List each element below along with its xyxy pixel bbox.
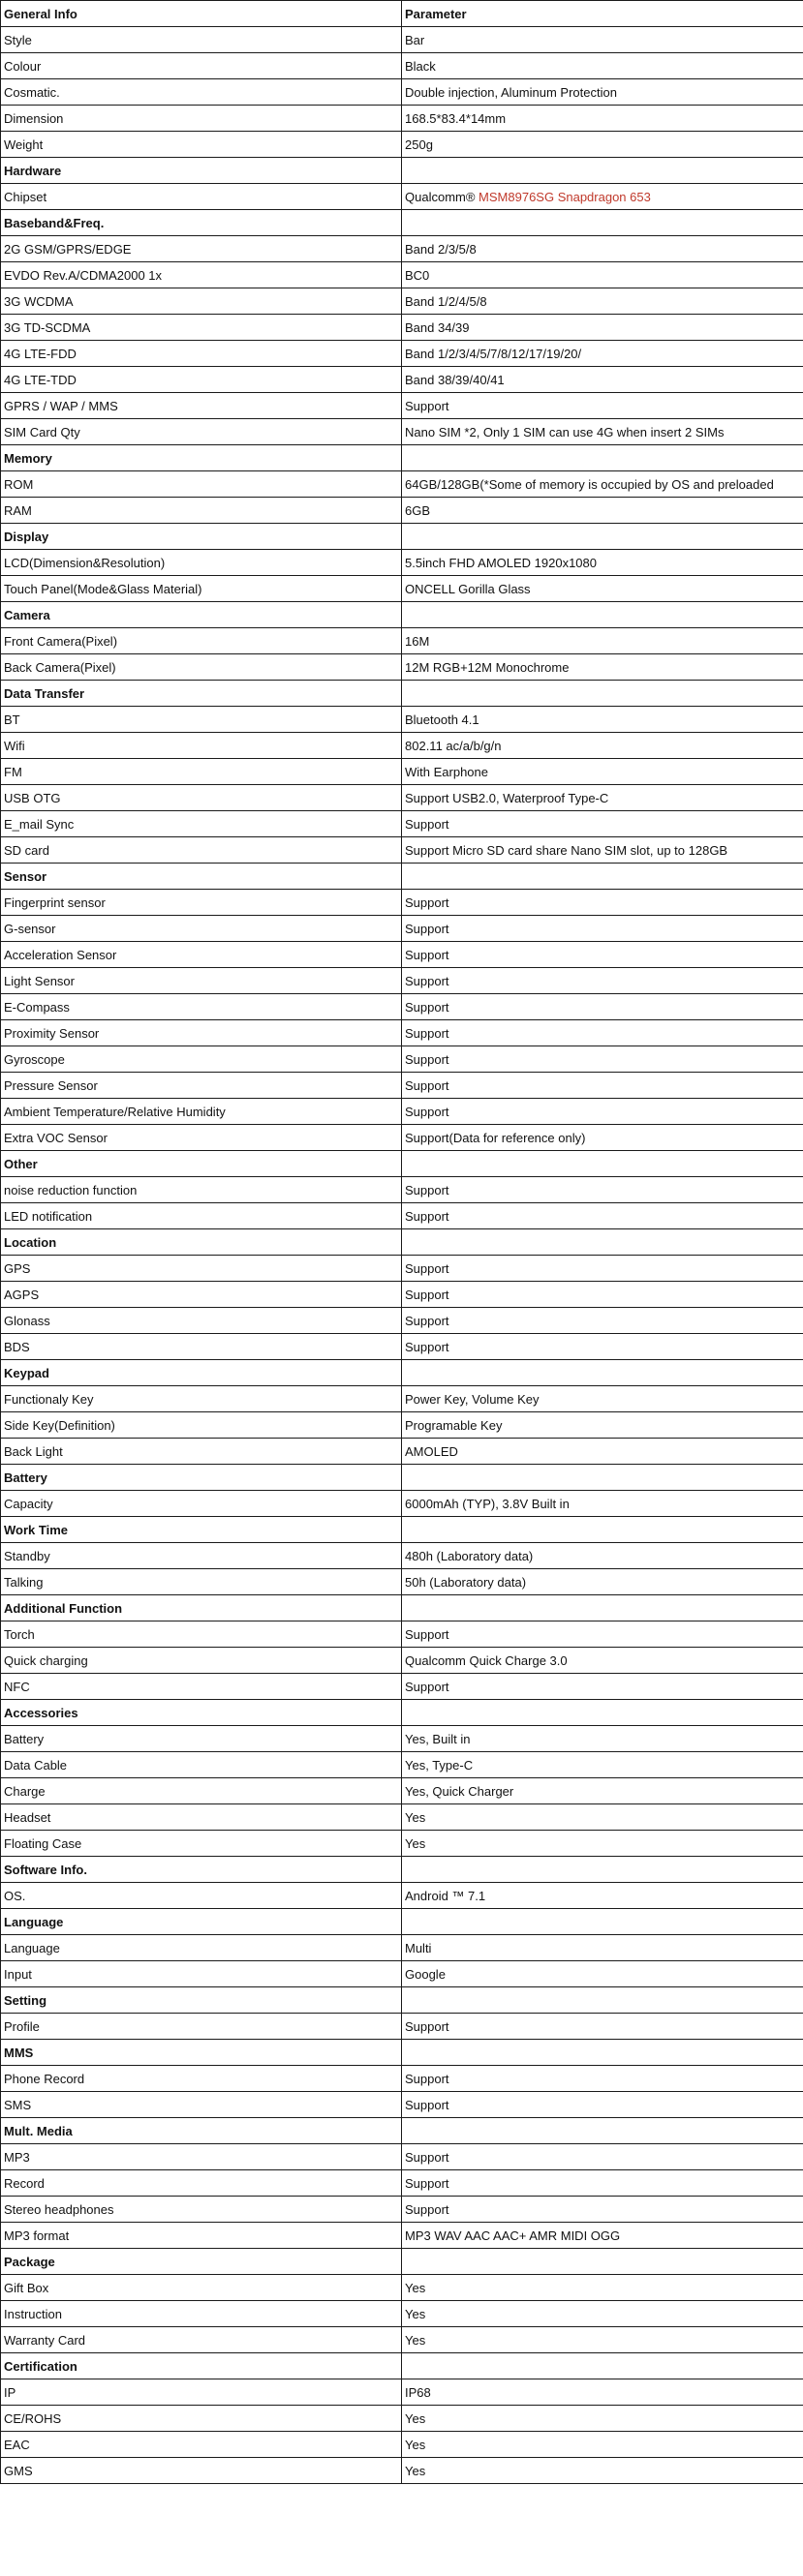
table-row bbox=[1, 1778, 803, 1804]
spec-value: Yes bbox=[402, 1804, 803, 1831]
spec-value: 6000mAh (TYP), 3.8V Built in bbox=[402, 1491, 803, 1517]
table-row bbox=[1, 890, 803, 916]
spec-label: Cosmatic. bbox=[1, 79, 402, 106]
table-row bbox=[1, 236, 803, 262]
spec-label: Weight bbox=[1, 132, 402, 158]
spec-value: Support USB2.0, Waterproof Type-C bbox=[402, 785, 803, 811]
spec-value: Bar bbox=[402, 27, 803, 53]
spec-value: Support bbox=[402, 942, 803, 968]
spec-label: RAM bbox=[1, 498, 402, 524]
spec-value: ONCELL Gorilla Glass bbox=[402, 576, 803, 602]
spec-value: Band 38/39/40/41 bbox=[402, 367, 803, 393]
spec-label: Floating Case bbox=[1, 1831, 402, 1857]
spec-label: Standby bbox=[1, 1543, 402, 1569]
section-empty-cell bbox=[402, 2249, 803, 2275]
spec-label: Capacity bbox=[1, 1491, 402, 1517]
section-row bbox=[1, 1909, 803, 1935]
section-label: Sensor bbox=[1, 864, 402, 890]
spec-value: 16M bbox=[402, 628, 803, 654]
section-empty-cell bbox=[402, 445, 803, 471]
table-row bbox=[1, 1961, 803, 1987]
spec-value: 6GB bbox=[402, 498, 803, 524]
spec-label: EAC bbox=[1, 2432, 402, 2458]
spec-value: Support bbox=[402, 393, 803, 419]
table-row bbox=[1, 1804, 803, 1831]
section-label: Software Info. bbox=[1, 1857, 402, 1883]
table-row bbox=[1, 2275, 803, 2301]
spec-label: Stereo headphones bbox=[1, 2197, 402, 2223]
spec-label: Extra VOC Sensor bbox=[1, 1125, 402, 1151]
section-row bbox=[1, 1151, 803, 1177]
spec-label: Input bbox=[1, 1961, 402, 1987]
table-row bbox=[1, 341, 803, 367]
spec-label: Pressure Sensor bbox=[1, 1073, 402, 1099]
spec-label: Front Camera(Pixel) bbox=[1, 628, 402, 654]
spec-label: SIM Card Qty bbox=[1, 419, 402, 445]
spec-value: Double injection, Aluminum Protection bbox=[402, 79, 803, 106]
spec-label: IP bbox=[1, 2379, 402, 2406]
section-row bbox=[1, 524, 803, 550]
spec-label: BT bbox=[1, 707, 402, 733]
spec-label: AGPS bbox=[1, 1282, 402, 1308]
section-row bbox=[1, 1517, 803, 1543]
spec-label: Chipset bbox=[1, 184, 402, 210]
table-row bbox=[1, 1308, 803, 1334]
section-empty-cell bbox=[402, 1909, 803, 1935]
spec-value: Support bbox=[402, 1073, 803, 1099]
section-row bbox=[1, 1360, 803, 1386]
section-empty-cell bbox=[402, 210, 803, 236]
section-empty-cell bbox=[402, 1229, 803, 1256]
spec-value: Band 34/39 bbox=[402, 315, 803, 341]
table-row bbox=[1, 1099, 803, 1125]
spec-value: Support bbox=[402, 968, 803, 994]
spec-value: Yes bbox=[402, 2301, 803, 2327]
section-empty-cell bbox=[402, 524, 803, 550]
table-row bbox=[1, 2197, 803, 2223]
table-row bbox=[1, 2014, 803, 2040]
spec-label: Phone Record bbox=[1, 2066, 402, 2092]
section-row bbox=[1, 2040, 803, 2066]
table-row bbox=[1, 1125, 803, 1151]
spec-value: Support bbox=[402, 1046, 803, 1073]
spec-value: Yes bbox=[402, 2327, 803, 2353]
table-row bbox=[1, 968, 803, 994]
table-row bbox=[1, 576, 803, 602]
section-row bbox=[1, 1987, 803, 2014]
table-row bbox=[1, 27, 803, 53]
spec-label: Headset bbox=[1, 1804, 402, 1831]
section-label: Additional Function bbox=[1, 1595, 402, 1621]
spec-label: MP3 format bbox=[1, 2223, 402, 2249]
table-row bbox=[1, 1621, 803, 1648]
spec-value: Support bbox=[402, 916, 803, 942]
table-row bbox=[1, 916, 803, 942]
chipset-vendor: Qualcomm® bbox=[405, 189, 479, 204]
spec-value: Support bbox=[402, 1282, 803, 1308]
spec-value: Support Micro SD card share Nano SIM slot, up to 128GB bbox=[402, 837, 803, 864]
section-label: Battery bbox=[1, 1465, 402, 1491]
table-row bbox=[1, 1491, 803, 1517]
table-row bbox=[1, 2144, 803, 2170]
section-empty-cell bbox=[402, 1857, 803, 1883]
spec-label: Fingerprint sensor bbox=[1, 890, 402, 916]
spec-label: Glonass bbox=[1, 1308, 402, 1334]
section-label: Baseband&Freq. bbox=[1, 210, 402, 236]
table-row bbox=[1, 106, 803, 132]
table-row bbox=[1, 1439, 803, 1465]
spec-label: Back Light bbox=[1, 1439, 402, 1465]
spec-value: Support bbox=[402, 1177, 803, 1203]
section-empty-cell bbox=[402, 1517, 803, 1543]
table-row bbox=[1, 1883, 803, 1909]
spec-value: 12M RGB+12M Monochrome bbox=[402, 654, 803, 681]
spec-label: GPS bbox=[1, 1256, 402, 1282]
table-row bbox=[1, 2379, 803, 2406]
spec-value: Support bbox=[402, 2092, 803, 2118]
table-row bbox=[1, 79, 803, 106]
spec-label: USB OTG bbox=[1, 785, 402, 811]
section-label: Memory bbox=[1, 445, 402, 471]
table-row bbox=[1, 419, 803, 445]
section-label: Accessories bbox=[1, 1700, 402, 1726]
table-row bbox=[1, 1334, 803, 1360]
section-row bbox=[1, 2353, 803, 2379]
spec-value: Programable Key bbox=[402, 1412, 803, 1439]
spec-value: Android ™ 7.1 bbox=[402, 1883, 803, 1909]
spec-value: Bluetooth 4.1 bbox=[402, 707, 803, 733]
spec-value: Support bbox=[402, 2144, 803, 2170]
spec-label: MP3 bbox=[1, 2144, 402, 2170]
spec-label: Charge bbox=[1, 1778, 402, 1804]
table-row bbox=[1, 1256, 803, 1282]
table-row bbox=[1, 1935, 803, 1961]
table-row bbox=[1, 550, 803, 576]
section-label: Camera bbox=[1, 602, 402, 628]
section-empty-cell bbox=[402, 2040, 803, 2066]
table-row bbox=[1, 785, 803, 811]
table-row bbox=[1, 1203, 803, 1229]
spec-label: LCD(Dimension&Resolution) bbox=[1, 550, 402, 576]
chipset-model-highlight: MSM8976SG Snapdragon 653 bbox=[479, 189, 651, 204]
spec-label: Instruction bbox=[1, 2301, 402, 2327]
spec-label: FM bbox=[1, 759, 402, 785]
table-row bbox=[1, 1831, 803, 1857]
section-empty-cell bbox=[402, 2118, 803, 2144]
spec-label: 3G TD-SCDMA bbox=[1, 315, 402, 341]
section-empty-cell bbox=[402, 602, 803, 628]
section-empty-cell bbox=[402, 1465, 803, 1491]
spec-value: Support bbox=[402, 1203, 803, 1229]
table-row bbox=[1, 2327, 803, 2353]
spec-value: 64GB/128GB(*Some of memory is occupied by OS and preloaded bbox=[402, 471, 803, 498]
section-label: Work Time bbox=[1, 1517, 402, 1543]
spec-value bbox=[402, 184, 803, 210]
section-label: Display bbox=[1, 524, 402, 550]
section-row bbox=[1, 210, 803, 236]
spec-label: E-Compass bbox=[1, 994, 402, 1020]
table-row bbox=[1, 837, 803, 864]
spec-value: 250g bbox=[402, 132, 803, 158]
spec-value: Black bbox=[402, 53, 803, 79]
spec-value: Band 1/2/3/4/5/7/8/12/17/19/20/ bbox=[402, 341, 803, 367]
table-row bbox=[1, 2092, 803, 2118]
table-row bbox=[1, 1752, 803, 1778]
spec-value: Support bbox=[402, 811, 803, 837]
table-header-row bbox=[1, 1, 803, 27]
spec-label: Back Camera(Pixel) bbox=[1, 654, 402, 681]
section-row bbox=[1, 602, 803, 628]
spec-label: 4G LTE-TDD bbox=[1, 367, 402, 393]
spec-label: SD card bbox=[1, 837, 402, 864]
spec-value: Support bbox=[402, 890, 803, 916]
table-row bbox=[1, 1674, 803, 1700]
table-row bbox=[1, 707, 803, 733]
table-row bbox=[1, 288, 803, 315]
spec-label: Gyroscope bbox=[1, 1046, 402, 1073]
table-row bbox=[1, 498, 803, 524]
section-row bbox=[1, 1229, 803, 1256]
spec-value: Yes, Built in bbox=[402, 1726, 803, 1752]
table-row bbox=[1, 1177, 803, 1203]
spec-label: Acceleration Sensor bbox=[1, 942, 402, 968]
spec-value: 480h (Laboratory data) bbox=[402, 1543, 803, 1569]
spec-value: 168.5*83.4*14mm bbox=[402, 106, 803, 132]
spec-label: GMS bbox=[1, 2458, 402, 2484]
spec-label: 2G GSM/GPRS/EDGE bbox=[1, 236, 402, 262]
section-label: Hardware bbox=[1, 158, 402, 184]
spec-label: Side Key(Definition) bbox=[1, 1412, 402, 1439]
spec-value: 802.11 ac/a/b/g/n bbox=[402, 733, 803, 759]
section-row bbox=[1, 445, 803, 471]
table-row bbox=[1, 262, 803, 288]
spec-value: Support bbox=[402, 1020, 803, 1046]
spec-value: Support bbox=[402, 1334, 803, 1360]
section-empty-cell bbox=[402, 158, 803, 184]
section-row bbox=[1, 2249, 803, 2275]
section-empty-cell bbox=[402, 1700, 803, 1726]
section-row bbox=[1, 1700, 803, 1726]
spec-value: Support bbox=[402, 1308, 803, 1334]
section-empty-cell bbox=[402, 1595, 803, 1621]
spec-value: Support bbox=[402, 2197, 803, 2223]
spec-value: Support bbox=[402, 2066, 803, 2092]
spec-value: Band 1/2/4/5/8 bbox=[402, 288, 803, 315]
spec-label: BDS bbox=[1, 1334, 402, 1360]
spec-label: CE/ROHS bbox=[1, 2406, 402, 2432]
section-row bbox=[1, 681, 803, 707]
spec-label: noise reduction function bbox=[1, 1177, 402, 1203]
spec-label: Wifi bbox=[1, 733, 402, 759]
section-label: Package bbox=[1, 2249, 402, 2275]
spec-table-body bbox=[1, 1, 803, 2484]
table-row bbox=[1, 1282, 803, 1308]
table-row bbox=[1, 1726, 803, 1752]
spec-label: G-sensor bbox=[1, 916, 402, 942]
table-row bbox=[1, 811, 803, 837]
table-row bbox=[1, 994, 803, 1020]
section-label: Location bbox=[1, 1229, 402, 1256]
table-row bbox=[1, 1073, 803, 1099]
spec-label: E_mail Sync bbox=[1, 811, 402, 837]
spec-label: Functionaly Key bbox=[1, 1386, 402, 1412]
spec-label: Language bbox=[1, 1935, 402, 1961]
header-general-info: General Info bbox=[1, 1, 402, 27]
spec-value: MP3 WAV AAC AAC+ AMR MIDI OGG bbox=[402, 2223, 803, 2249]
section-label: Certification bbox=[1, 2353, 402, 2379]
table-row bbox=[1, 53, 803, 79]
spec-value: Support bbox=[402, 994, 803, 1020]
table-row bbox=[1, 733, 803, 759]
spec-label: Data Cable bbox=[1, 1752, 402, 1778]
table-row bbox=[1, 1412, 803, 1439]
spec-value: Yes, Quick Charger bbox=[402, 1778, 803, 1804]
table-row bbox=[1, 1543, 803, 1569]
section-label: Data Transfer bbox=[1, 681, 402, 707]
section-row bbox=[1, 1595, 803, 1621]
spec-label: Style bbox=[1, 27, 402, 53]
spec-label: LED notification bbox=[1, 1203, 402, 1229]
spec-label: ROM bbox=[1, 471, 402, 498]
spec-value: BC0 bbox=[402, 262, 803, 288]
spec-value: Support bbox=[402, 2170, 803, 2197]
table-row bbox=[1, 1046, 803, 1073]
spec-value: Yes, Type-C bbox=[402, 1752, 803, 1778]
table-row bbox=[1, 628, 803, 654]
table-row bbox=[1, 471, 803, 498]
header-parameter: Parameter bbox=[402, 1, 803, 27]
table-row bbox=[1, 1569, 803, 1595]
spec-label: 3G WCDMA bbox=[1, 288, 402, 315]
spec-label: SMS bbox=[1, 2092, 402, 2118]
spec-value: Support bbox=[402, 2014, 803, 2040]
spec-label: Ambient Temperature/Relative Humidity bbox=[1, 1099, 402, 1125]
spec-label: EVDO Rev.A/CDMA2000 1x bbox=[1, 262, 402, 288]
table-row bbox=[1, 2170, 803, 2197]
table-row bbox=[1, 2301, 803, 2327]
section-label: Keypad bbox=[1, 1360, 402, 1386]
table-row bbox=[1, 2066, 803, 2092]
spec-label: 4G LTE-FDD bbox=[1, 341, 402, 367]
spec-label: Gift Box bbox=[1, 2275, 402, 2301]
table-row bbox=[1, 2458, 803, 2484]
table-row bbox=[1, 184, 803, 210]
spec-label: Torch bbox=[1, 1621, 402, 1648]
table-row bbox=[1, 315, 803, 341]
spec-label: Record bbox=[1, 2170, 402, 2197]
spec-label: Quick charging bbox=[1, 1648, 402, 1674]
section-empty-cell bbox=[402, 1987, 803, 2014]
spec-value: Multi bbox=[402, 1935, 803, 1961]
spec-label: Light Sensor bbox=[1, 968, 402, 994]
section-row bbox=[1, 1857, 803, 1883]
table-row bbox=[1, 393, 803, 419]
spec-value: 50h (Laboratory data) bbox=[402, 1569, 803, 1595]
section-row bbox=[1, 2118, 803, 2144]
table-row bbox=[1, 759, 803, 785]
spec-value: 5.5inch FHD AMOLED 1920x1080 bbox=[402, 550, 803, 576]
spec-value: Nano SIM *2, Only 1 SIM can use 4G when insert 2 SIMs bbox=[402, 419, 803, 445]
section-label: Setting bbox=[1, 1987, 402, 2014]
table-row bbox=[1, 1648, 803, 1674]
spec-value: Support bbox=[402, 1256, 803, 1282]
spec-label: Dimension bbox=[1, 106, 402, 132]
spec-value: Google bbox=[402, 1961, 803, 1987]
section-empty-cell bbox=[402, 864, 803, 890]
section-row bbox=[1, 1465, 803, 1491]
spec-value: IP68 bbox=[402, 2379, 803, 2406]
table-row bbox=[1, 2406, 803, 2432]
spec-label: Warranty Card bbox=[1, 2327, 402, 2353]
spec-label: Touch Panel(Mode&Glass Material) bbox=[1, 576, 402, 602]
section-label: Language bbox=[1, 1909, 402, 1935]
spec-label: GPRS / WAP / MMS bbox=[1, 393, 402, 419]
spec-label: Profile bbox=[1, 2014, 402, 2040]
spec-label: OS. bbox=[1, 1883, 402, 1909]
section-empty-cell bbox=[402, 1360, 803, 1386]
table-row bbox=[1, 367, 803, 393]
spec-value: Yes bbox=[402, 2275, 803, 2301]
table-row bbox=[1, 942, 803, 968]
spec-value: Yes bbox=[402, 2432, 803, 2458]
spec-label: Proximity Sensor bbox=[1, 1020, 402, 1046]
spec-value: Power Key, Volume Key bbox=[402, 1386, 803, 1412]
spec-label: Battery bbox=[1, 1726, 402, 1752]
table-row bbox=[1, 2432, 803, 2458]
section-empty-cell bbox=[402, 1151, 803, 1177]
section-empty-cell bbox=[402, 681, 803, 707]
spec-value: Qualcomm Quick Charge 3.0 bbox=[402, 1648, 803, 1674]
section-label: Mult. Media bbox=[1, 2118, 402, 2144]
table-row bbox=[1, 132, 803, 158]
section-row bbox=[1, 158, 803, 184]
table-row bbox=[1, 1386, 803, 1412]
spec-label: NFC bbox=[1, 1674, 402, 1700]
spec-value: Support bbox=[402, 1099, 803, 1125]
spec-value: Support(Data for reference only) bbox=[402, 1125, 803, 1151]
spec-value: Support bbox=[402, 1674, 803, 1700]
spec-label: Talking bbox=[1, 1569, 402, 1595]
section-label: MMS bbox=[1, 2040, 402, 2066]
table-row bbox=[1, 1020, 803, 1046]
table-row bbox=[1, 2223, 803, 2249]
spec-label: Colour bbox=[1, 53, 402, 79]
spec-value: Band 2/3/5/8 bbox=[402, 236, 803, 262]
spec-value: Yes bbox=[402, 1831, 803, 1857]
table-row bbox=[1, 654, 803, 681]
spec-value: AMOLED bbox=[402, 1439, 803, 1465]
spec-value: Support bbox=[402, 1621, 803, 1648]
spec-value: With Earphone bbox=[402, 759, 803, 785]
spec-value: Yes bbox=[402, 2406, 803, 2432]
section-empty-cell bbox=[402, 2353, 803, 2379]
section-label: Other bbox=[1, 1151, 402, 1177]
section-row bbox=[1, 864, 803, 890]
spec-value: Yes bbox=[402, 2458, 803, 2484]
